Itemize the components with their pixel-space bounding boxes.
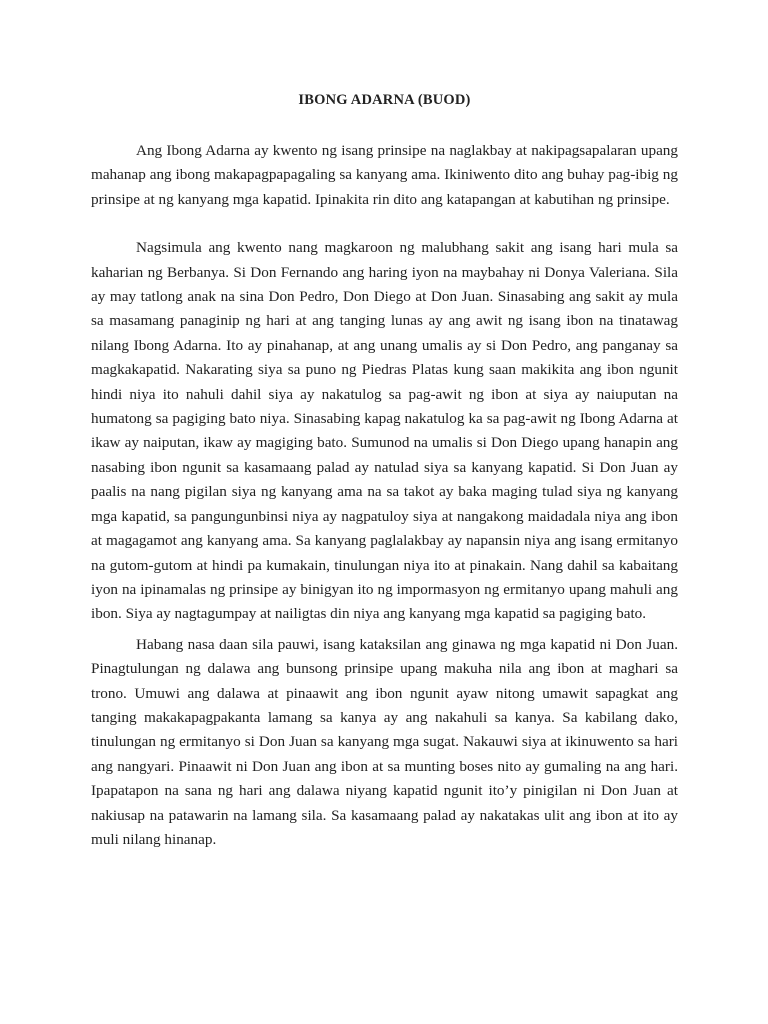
- paragraph-story-beginning: Nagsimula ang kwento nang magkaroon ng malubhang sakit ang isang hari mula sa kaharian ng Berbanya. Si Don Fernando ang haring iyon na maybahay ni Donya Valeriana. Sila ay may tatlong anak na sina Don Pedro, Don Diego at Don Juan. Sinasabing ang sakit ay mula sa masamang panaginip ng hari at ang tanging lunas ay ang awit ng isang ibon na tinatawag nilang Ibong Adarna. Ito ay pinahanap, at ang unang umalis ay si Don Pedro, ang panganay sa magkakapatid. Nakarating siya sa puno ng Piedras Platas kung saan makikita ang ibon ngunit hindi niya ito nahuli dahil siya ay nakatulog sa pag-awit ng ibon at siya ay naiuputan na humatong sa pagiging bato niya. Sinasabing kapag nakatulog ka sa pag-awit ng Ibong Adarna at ikaw ay naiputan, ikaw ay magiging bato. Sumunod na umalis si Don Diego upang hanapin ang nasabing ibon ngunit sa kasamaang palad ay natulad siya sa kanyang kapatid. Si Don Juan ay paalis na nang pigilan siya ng kanyang ama na sa takot ay baka maging tulad siya ng kanyang mga kapatid, sa pangungunbinsi niya ay nagpatuloy siya at nangakong maidadala niya ang ibon at magagamot ang kanyang ama. Sa kanyang paglalakbay ay napansin niya ang isang ermitanyo na gutom-gutom at hindi pa kumakain, tinulungan niya ito at pinakain. Nang dahil sa kabaitang iyon na ipinamalas ng prinsipe ay binigyan ito ng impormasyon ng ermitanyo upang mahuli ang ibon. Siya ay nagtagumpay at nailigtas din niya ang kanyang mga kapatid sa pagiging bato.: [91, 239, 678, 623]
- paragraph-story-return: Habang nasa daan sila pauwi, isang kataksilan ang ginawa ng mga kapatid ni Don Juan. Pinagtulungan ng dalawa ang bunsong prinsipe upang makuha nila ang ibon at maghari sa trono. Umuwi ang dalawa at pinaawit ang ibon ngunit ayaw nitong umawit sapagkat ang tanging makakapagpakanta lamang sa kanya ay ang nakahuli sa kanya. Sa kabilang dako, tinulungan ng ermitanyo si Don Juan sa kanyang mga sugat. Nakauwi siya at ikinuwento sa hari ang nangyari. Pinaawit ni Don Juan ang ibon at sa munting boses nito ay gumaling na ang hari. Ipapatapon na sana ng hari ang dalawa niyang kapatid ngunit ito’y pinigilan ni Don Juan at nakiusap na patawarin na lamang sila. Sa kasamaang palad ay nakatakas ulit ang ibon at ito ay muli nilang hinanap.: [91, 635, 678, 848]
- paragraph-intro: Ang Ibong Adarna ay kwento ng isang prinsipe na naglakbay at nakipagsapalaran upang mahanap ang ibong makapagpapagaling sa kanyang ama. Ikiniwento dito ang buhay pag-ibig ng prinsipe at ng kanyang mga kapatid. Ipinakita rin dito ang katapangan at kabutihan ng prinsipe.: [91, 142, 678, 208]
- document-title: IBONG ADARNA (BUOD): [298, 92, 471, 108]
